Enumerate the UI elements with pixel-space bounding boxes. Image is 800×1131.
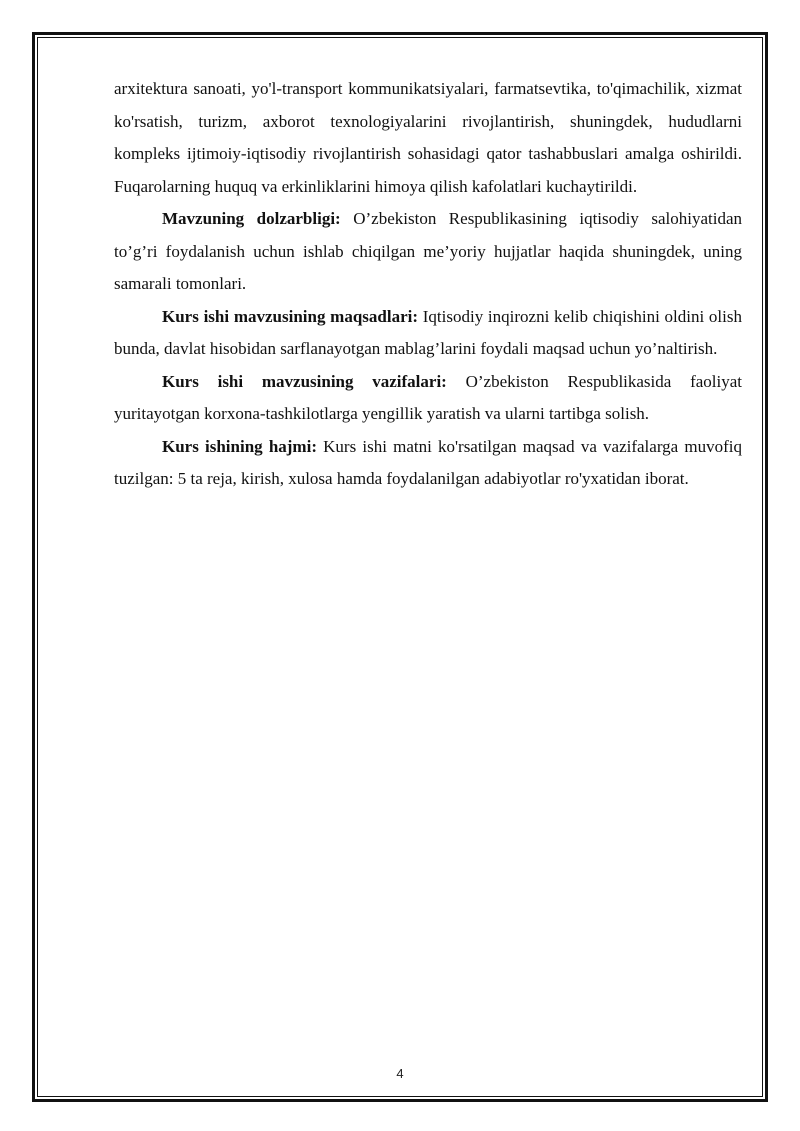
section-heading: Kurs ishining hajmi: — [162, 436, 317, 456]
section-heading: Kurs ishi mavzusining maqsadlari: — [162, 306, 419, 326]
section-relevance — [114, 203, 742, 301]
section-heading: Kurs ishi mavzusining vazifalari: — [162, 371, 447, 391]
section-text: O’zbekiston Respublikasining iqtisodiy salohiyatidan to’g’ri foydalanish uchun ishlab chiqilgan me’yoriy hujjatlar haqida shuningdek, uning samarali tomonlari. — [114, 209, 742, 293]
section-tasks — [114, 366, 742, 431]
section-goals — [114, 301, 742, 366]
document-body — [114, 73, 742, 496]
intro-paragraph: arxitektura sanoati, yo'l-transport kommunikatsiyalari, farmatsevtika, to'qimachilik, xizmat ko'rsatish, turizm, axborot texnologiyalarini rivojlantirish, shuningdek, hududlarni kompleks ijtimoiy-iqtisodiy rivojlantirish sohasidagi qator tashabbuslari amalga oshirildi. Fuqarolarning huquq va erkinliklarini himoya qilish kafolatlari kuchaytirildi. — [114, 79, 742, 196]
section-text: Kurs ishi matni ko'rsatilgan maqsad va vazifalarga muvofiq tuzilgan: 5 ta reja, kirish, xulosa hamda foydalanilgan adabiyotlar ro'yxatidan iborat. — [114, 436, 742, 488]
section-volume — [114, 431, 742, 496]
page-number: 4 — [396, 1066, 404, 1081]
section-text: O’zbekiston Respublikasida faoliyat yuritayotgan korxona-tashkilotlarga yengillik yaratish va ularni tartibga solish. — [114, 371, 742, 423]
section-heading: Mavzuning dolzarbligi: — [162, 209, 341, 228]
section-text: Iqtisodiy inqirozni kelib chiqishini oldini olish bunda, davlat hisobidan sarflanayotgan mablag’larini foydali maqsad uchun yo’naltirish. — [114, 306, 742, 358]
